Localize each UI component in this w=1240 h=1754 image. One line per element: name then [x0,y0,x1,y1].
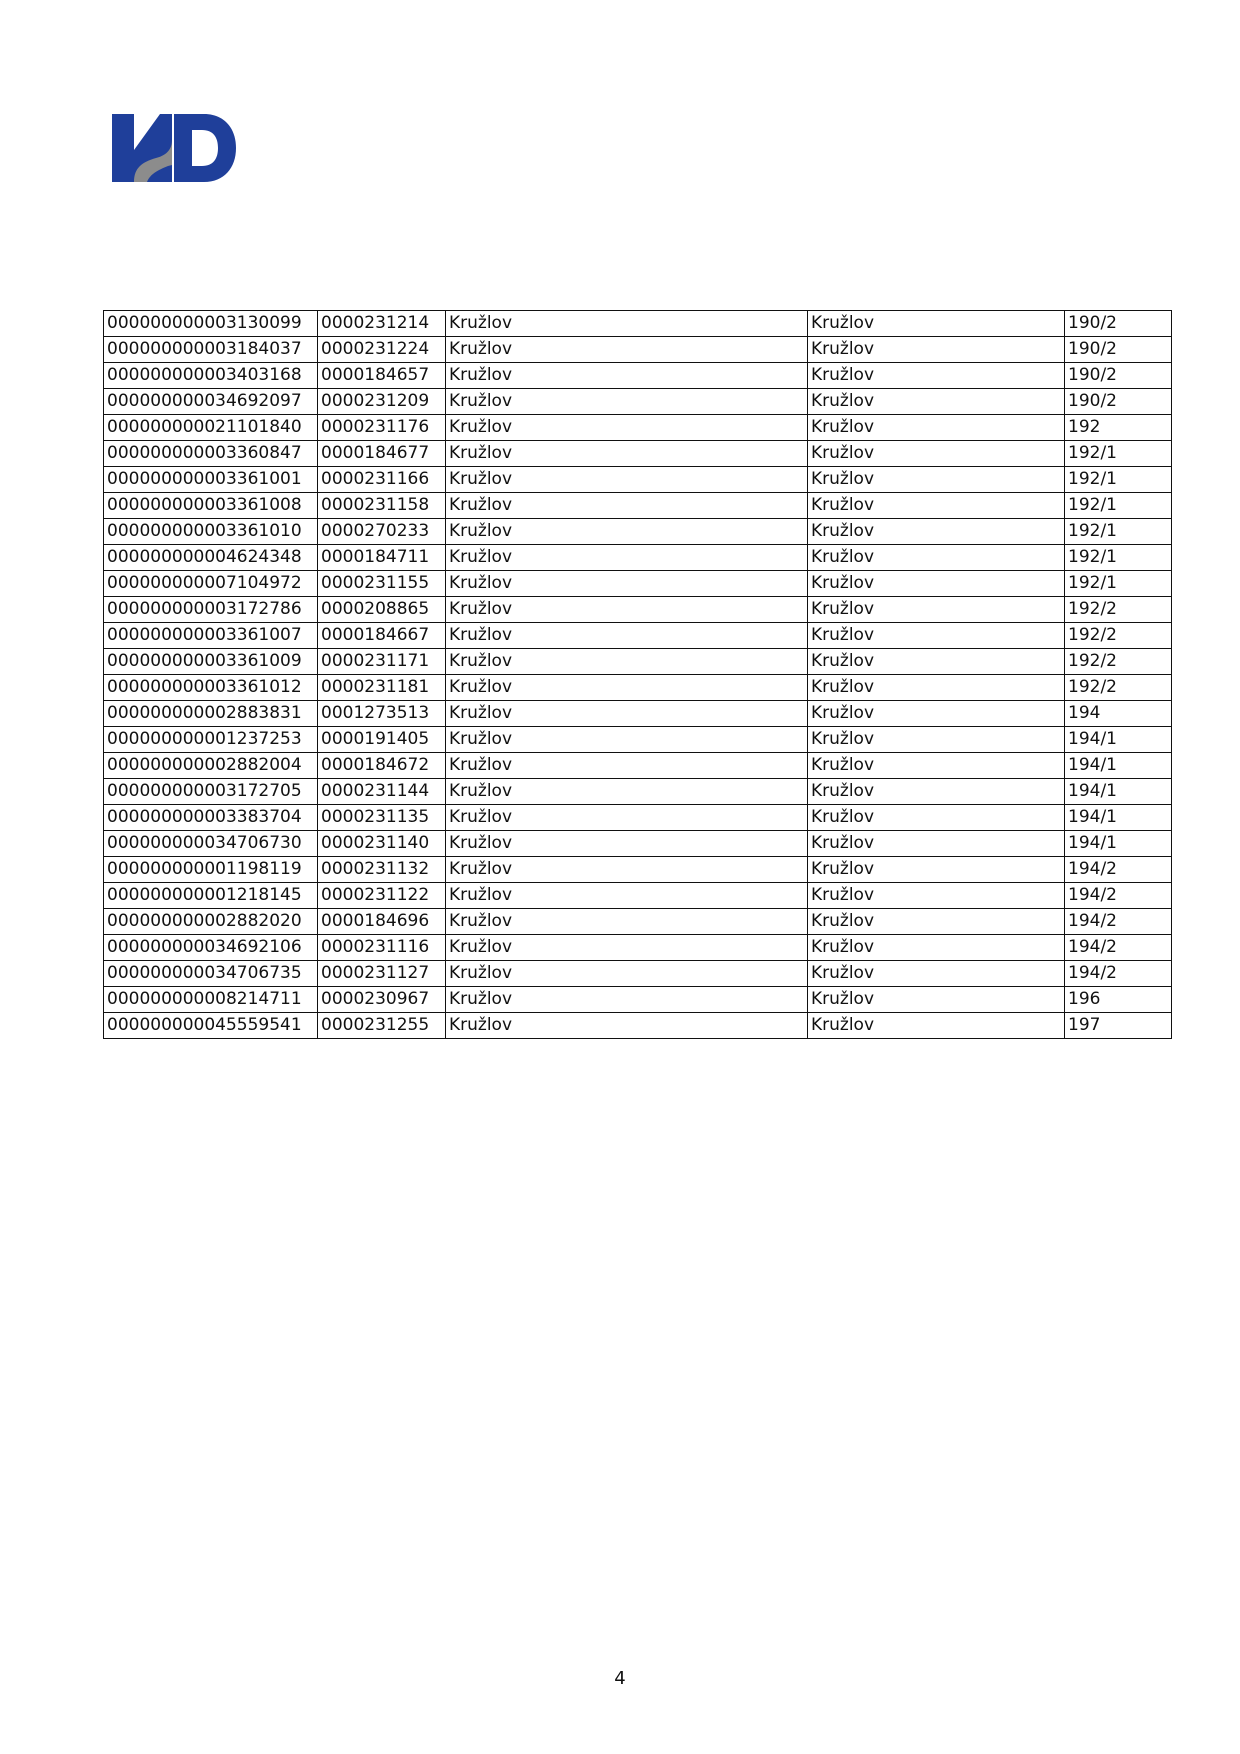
table-cell: Kružlov [446,545,808,571]
table-cell: Kružlov [446,753,808,779]
table-cell: 190/2 [1065,337,1172,363]
table-cell: 000000000004624348 [104,545,318,571]
table-cell: Kružlov [446,961,808,987]
table-cell: 192/1 [1065,493,1172,519]
table-cell: 192/1 [1065,441,1172,467]
table-cell: Kružlov [808,623,1065,649]
table-cell: 000000000003361007 [104,623,318,649]
table-cell: Kružlov [446,935,808,961]
table-cell: 0000231214 [318,311,446,337]
table-row [104,597,1172,623]
table-cell: Kružlov [808,389,1065,415]
table-cell: 0000230967 [318,987,446,1013]
table-cell: 194/1 [1065,779,1172,805]
table-cell: 000000000003172705 [104,779,318,805]
table-row [104,935,1172,961]
table-cell: Kružlov [808,415,1065,441]
table-cell: 192/2 [1065,649,1172,675]
table-cell: Kružlov [808,441,1065,467]
table-row [104,805,1172,831]
table-cell: 0000231122 [318,883,446,909]
table-cell: 0000231209 [318,389,446,415]
vsd-logo-graphic [112,110,237,182]
table-cell: 000000000034706730 [104,831,318,857]
table-cell: Kružlov [446,987,808,1013]
table-cell: 192/2 [1065,623,1172,649]
table-cell: Kružlov [808,883,1065,909]
table-cell: 000000000003361009 [104,649,318,675]
table-cell: Kružlov [446,805,808,831]
table-cell: Kružlov [446,831,808,857]
table-cell: 000000000003403168 [104,363,318,389]
table-cell: Kružlov [446,493,808,519]
table-cell: 0000184677 [318,441,446,467]
table-cell: 000000000003130099 [104,311,318,337]
table-cell: 000000000002882020 [104,909,318,935]
table-cell: 0000184657 [318,363,446,389]
table-row [104,493,1172,519]
table-cell: Kružlov [808,701,1065,727]
table-row [104,753,1172,779]
table-cell: 190/2 [1065,311,1172,337]
table-cell: Kružlov [808,857,1065,883]
table-cell: 000000000003361008 [104,493,318,519]
table-cell: Kružlov [446,675,808,701]
table-cell: 0000184672 [318,753,446,779]
table-row [104,571,1172,597]
table-row [104,857,1172,883]
table-cell: Kružlov [446,883,808,909]
table-cell: Kružlov [808,805,1065,831]
table-cell: Kružlov [808,597,1065,623]
table-cell: 000000000045559541 [104,1013,318,1039]
table-cell: 000000000007104972 [104,571,318,597]
table-cell: 196 [1065,987,1172,1013]
table-cell: 192/2 [1065,597,1172,623]
table-cell: 0000231132 [318,857,446,883]
table-row [104,909,1172,935]
table-cell: Kružlov [808,1013,1065,1039]
table-row [104,363,1172,389]
table-cell: 0000191405 [318,727,446,753]
table-cell: 192/1 [1065,467,1172,493]
table-row [104,727,1172,753]
table-cell: 0000208865 [318,597,446,623]
table-cell: 0000231158 [318,493,446,519]
table-cell: 000000000003184037 [104,337,318,363]
table-cell: 194/2 [1065,935,1172,961]
table-cell: 000000000021101840 [104,415,318,441]
table-cell: 000000000003361010 [104,519,318,545]
table-cell: 0000231144 [318,779,446,805]
table-row [104,389,1172,415]
table-row [104,623,1172,649]
table-cell: Kružlov [446,467,808,493]
table-cell: 000000000002882004 [104,753,318,779]
table-row [104,1013,1172,1039]
table-row [104,961,1172,987]
table-row [104,831,1172,857]
table-cell: Kružlov [808,831,1065,857]
table-cell: 192 [1065,415,1172,441]
table-cell: Kružlov [446,571,808,597]
table-cell: Kružlov [808,545,1065,571]
table-cell: 000000000001218145 [104,883,318,909]
page-number: 4 [614,1668,626,1689]
parcel-table-body [104,311,1172,1039]
table-cell: 000000000001237253 [104,727,318,753]
table-cell: 0000231171 [318,649,446,675]
table-cell: 0000231127 [318,961,446,987]
table-cell: 0000231116 [318,935,446,961]
table-row [104,987,1172,1013]
table-cell: 000000000003360847 [104,441,318,467]
table-cell: 0000231155 [318,571,446,597]
table-cell: Kružlov [808,935,1065,961]
table-row [104,649,1172,675]
table-cell: Kružlov [446,727,808,753]
table-cell: 192/1 [1065,519,1172,545]
table-row [104,779,1172,805]
table-row [104,415,1172,441]
table-cell: Kružlov [808,363,1065,389]
table-cell: 0000270233 [318,519,446,545]
table-row [104,467,1172,493]
table-cell: 000000000003172786 [104,597,318,623]
table-cell: Kružlov [808,779,1065,805]
table-cell: 194/2 [1065,961,1172,987]
table-cell: Kružlov [446,779,808,805]
table-cell: Kružlov [446,857,808,883]
table-cell: 194 [1065,701,1172,727]
table-cell: Kružlov [808,727,1065,753]
table-cell: 192/1 [1065,571,1172,597]
table-cell: Kružlov [808,753,1065,779]
table-cell: Kružlov [808,571,1065,597]
table-row [104,883,1172,909]
table-row [104,519,1172,545]
table-cell: Kružlov [446,623,808,649]
table-cell: Kružlov [446,597,808,623]
table-cell: Kružlov [446,311,808,337]
table-row [104,441,1172,467]
table-cell: Kružlov [446,415,808,441]
table-cell: 197 [1065,1013,1172,1039]
table-cell: Kružlov [808,493,1065,519]
table-cell: 000000000034706735 [104,961,318,987]
parcel-table-container [103,310,1171,1039]
table-cell: 194/2 [1065,857,1172,883]
table-cell: Kružlov [446,363,808,389]
table-cell: 0000184696 [318,909,446,935]
table-cell: 192/2 [1065,675,1172,701]
table-cell: 194/2 [1065,909,1172,935]
table-cell: Kružlov [808,337,1065,363]
table-cell: 194/1 [1065,831,1172,857]
parcel-table [103,310,1172,1039]
table-cell: 0000231181 [318,675,446,701]
table-cell: Kružlov [808,467,1065,493]
table-cell: 0000231140 [318,831,446,857]
table-row [104,311,1172,337]
table-cell: 0000231176 [318,415,446,441]
table-cell: Kružlov [808,909,1065,935]
table-cell: 000000000001198119 [104,857,318,883]
table-cell: 000000000002883831 [104,701,318,727]
table-cell: Kružlov [446,337,808,363]
table-cell: 194/1 [1065,727,1172,753]
table-row [104,337,1172,363]
table-cell: 0000231224 [318,337,446,363]
table-cell: Kružlov [446,909,808,935]
table-cell: Kružlov [808,961,1065,987]
table-row [104,701,1172,727]
table-cell: Kružlov [446,1013,808,1039]
table-cell: 000000000003361001 [104,467,318,493]
table-cell: 0000184711 [318,545,446,571]
table-cell: 000000000003361012 [104,675,318,701]
table-cell: Kružlov [446,519,808,545]
table-cell: 000000000008214711 [104,987,318,1013]
table-cell: 192/1 [1065,545,1172,571]
table-cell: 0000231255 [318,1013,446,1039]
vsd-logo [112,110,237,182]
table-cell: Kružlov [446,389,808,415]
table-row [104,545,1172,571]
table-cell: Kružlov [446,701,808,727]
table-cell: 0000184667 [318,623,446,649]
table-cell: 190/2 [1065,389,1172,415]
table-cell: 194/1 [1065,753,1172,779]
table-cell: Kružlov [808,987,1065,1013]
table-cell: 190/2 [1065,363,1172,389]
table-cell: 000000000034692106 [104,935,318,961]
table-cell: Kružlov [446,441,808,467]
table-cell: Kružlov [808,675,1065,701]
table-cell: 0000231166 [318,467,446,493]
table-cell: 000000000034692097 [104,389,318,415]
table-cell: Kružlov [808,649,1065,675]
table-row [104,675,1172,701]
table-cell: 0001273513 [318,701,446,727]
table-cell: 194/1 [1065,805,1172,831]
table-cell: 000000000003383704 [104,805,318,831]
table-cell: 194/2 [1065,883,1172,909]
table-cell: Kružlov [808,519,1065,545]
table-cell: 0000231135 [318,805,446,831]
table-cell: Kružlov [446,649,808,675]
table-cell: Kružlov [808,311,1065,337]
